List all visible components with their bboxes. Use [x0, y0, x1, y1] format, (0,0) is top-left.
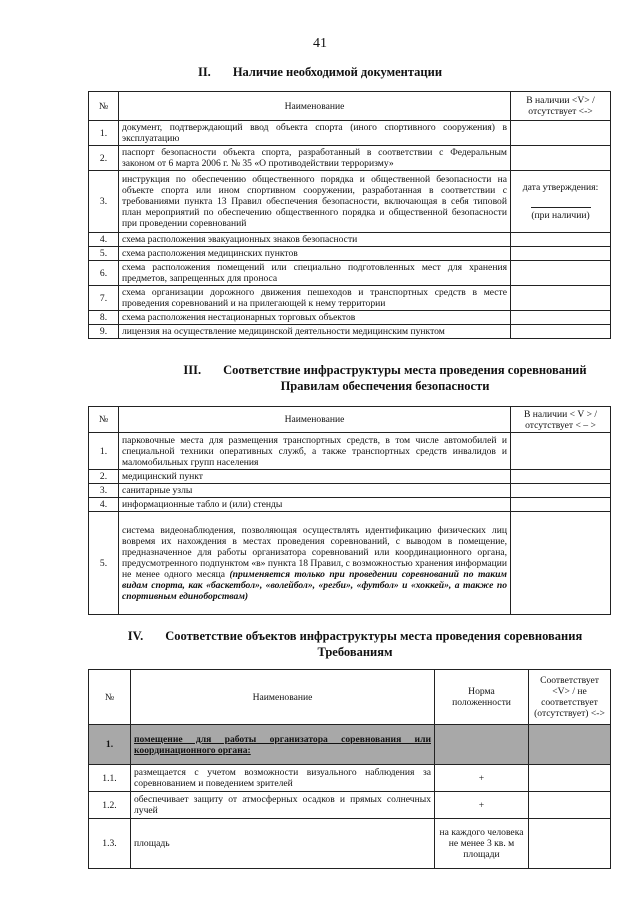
row-number: 6. — [89, 261, 119, 286]
section-2-heading — [0, 64, 640, 80]
row-number: 5. — [89, 247, 119, 261]
row-name-text: система видеонаблюдения, позволяющая осуществлять идентификацию физических лиц вовремя их нахождения в местах проведения соревнований, с выводом в помещение, предназначенное для работы организатора соревнований или координационного органа, предусмотренного подпунктом «в» пункта 18 Правил, с возможностью хранения информации не менее одного месяца — [122, 524, 507, 580]
table-row — [89, 433, 611, 470]
documents-table — [88, 91, 611, 339]
availability-cell[interactable] — [511, 470, 611, 484]
section-2-title: Наличие необходимой документации — [232, 65, 443, 79]
row-number: 4. — [89, 498, 119, 512]
availability-cell[interactable] — [511, 484, 611, 498]
section-4-heading — [90, 628, 620, 660]
norm-cell: + — [435, 765, 529, 792]
row-number: 1. — [89, 121, 119, 146]
col-compliance-header: Соответствует <V> / не соответствует (отсутствует) <-> — [529, 670, 611, 725]
availability-cell[interactable] — [511, 261, 611, 286]
table-row — [89, 792, 611, 819]
row-number: 5. — [89, 512, 119, 615]
row-name: санитарные узлы — [119, 484, 511, 498]
availability-cell[interactable] — [511, 498, 611, 512]
col-name-header: Наименование — [119, 407, 511, 433]
approval-date-label: дата утверждения: — [522, 182, 599, 193]
norm-cell — [435, 725, 529, 765]
availability-cell[interactable] — [511, 311, 611, 325]
row-number: 8. — [89, 311, 119, 325]
col-name-header: Наименование — [119, 92, 511, 121]
col-norm-header: Норма положенности — [435, 670, 529, 725]
row-number: 7. — [89, 286, 119, 311]
availability-cell[interactable] — [511, 233, 611, 247]
row-number: 3. — [89, 171, 119, 233]
col-no-header: № — [89, 92, 119, 121]
col-name-header: Наименование — [131, 670, 435, 725]
row-number: 1.1. — [89, 765, 131, 792]
availability-cell[interactable] — [511, 171, 611, 233]
section-3-heading — [150, 362, 620, 394]
norm-cell: + — [435, 792, 529, 819]
availability-cell[interactable] — [511, 146, 611, 171]
section-4-title-line2: Требованиям — [317, 645, 393, 659]
row-number: 1.2. — [89, 792, 131, 819]
row-note: (применяется только при проведении соревнований по таким видам спорта, как «баскетбол», «волейбол», «регби», «футбол» и «хоккей», а также по спортивным единоборствам) — [122, 568, 507, 602]
row-number: 1.3. — [89, 819, 131, 869]
row-name: схема организации дорожного движения пешеходов и транспортных средств в месте проведения соревнований и на прилегающей к нему территории — [119, 286, 511, 311]
row-number: 1. — [89, 725, 131, 765]
table-row — [89, 286, 611, 311]
table-header-row — [89, 92, 611, 121]
row-name: помещение для работы организатора соревнования или координационного органа: — [131, 725, 435, 765]
row-name: схема расположения помещений или специально подготовленных мест для хранения предметов, запрещенных для проноса — [119, 261, 511, 286]
table-header-row — [89, 407, 611, 433]
infrastructure-table — [88, 406, 611, 615]
availability-cell[interactable] — [511, 512, 611, 615]
table-row — [89, 171, 611, 233]
row-name — [119, 512, 511, 615]
row-number: 9. — [89, 325, 119, 339]
row-name: медицинский пункт — [119, 470, 511, 484]
compliance-cell[interactable] — [529, 792, 611, 819]
table-row — [89, 498, 611, 512]
row-name: документ, подтверждающий ввод объекта спорта (иного спортивного сооружения) в эксплуатацию — [119, 121, 511, 146]
section-3-title-line2: Правилам обеспечения безопасности — [280, 379, 490, 393]
col-no-header: № — [89, 670, 131, 725]
norm-cell: на каждого человека не менее 3 кв. м площади — [435, 819, 529, 869]
row-number: 2. — [89, 470, 119, 484]
row-name: обеспечивает защиту от атмосферных осадков и прямых солнечных лучей — [131, 792, 435, 819]
row-name: паспорт безопасности объекта спорта, разработанный в соответствии с Федеральным законом от 6 марта 2006 г. № 35 «О противодействии терроризму» — [119, 146, 511, 171]
availability-cell[interactable] — [511, 121, 611, 146]
row-name: схема расположения медицинских пунктов — [119, 247, 511, 261]
row-name: размещается с учетом возможности визуального наблюдения за соревнованием и поведением зрителей — [131, 765, 435, 792]
table-row — [89, 233, 611, 247]
availability-cell[interactable] — [511, 433, 611, 470]
table-row — [89, 311, 611, 325]
compliance-cell[interactable] — [529, 819, 611, 869]
col-availability-header: В наличии <V> / отсутствует <-> — [511, 92, 611, 121]
section-4-roman: IV. — [127, 629, 144, 643]
row-name: лицензия на осуществление медицинской деятельности медицинским пунктом — [119, 325, 511, 339]
row-name: схема расположения эвакуационных знаков безопасности — [119, 233, 511, 247]
section-2-roman: II. — [197, 65, 211, 79]
compliance-cell[interactable] — [529, 765, 611, 792]
row-name: инструкция по обеспечению общественного порядка и общественной безопасности на объекте спорта или ином спортивном сооружении, разработанная в соответствии с требованиями пункта 13 Правил обеспечения безопасности, включающая в себя типовой план мероприятий по обеспечению общественного порядка и общественной безопасности при проведении соревнований — [119, 171, 511, 233]
row-number: 4. — [89, 233, 119, 247]
availability-cell[interactable] — [511, 247, 611, 261]
table-row — [89, 819, 611, 869]
compliance-cell[interactable] — [529, 725, 611, 765]
table-row — [89, 512, 611, 615]
table-row-shaded — [89, 725, 611, 765]
availability-cell[interactable] — [511, 286, 611, 311]
compliance-table — [88, 669, 611, 869]
table-row — [89, 484, 611, 498]
row-name: схема расположения нестационарных торговых объектов — [119, 311, 511, 325]
table-row — [89, 261, 611, 286]
row-name: информационные табло и (или) стенды — [119, 498, 511, 512]
col-no-header: № — [89, 407, 119, 433]
table-row — [89, 146, 611, 171]
table-row — [89, 121, 611, 146]
row-number: 1. — [89, 433, 119, 470]
row-name: парковочные места для размещения транспортных средств, в том числе автомобилей и специальной техники оперативных служб, а также транспортных средств инвалидов и маломобильных групп населения — [119, 433, 511, 470]
section-4-title-line1: Соответствие объектов инфраструктуры места проведения соревнования — [165, 629, 583, 643]
section-3-roman: III. — [183, 363, 202, 377]
row-number: 2. — [89, 146, 119, 171]
section-3-title-line1: Соответствие инфраструктуры места проведения соревнований — [223, 363, 587, 377]
row-number: 3. — [89, 484, 119, 498]
col-availability-header: В наличии < V > / отсутствует < – > — [511, 407, 611, 433]
table-row — [89, 247, 611, 261]
table-row — [89, 765, 611, 792]
row-name: площадь — [131, 819, 435, 869]
table-row — [89, 470, 611, 484]
if-available-note: (при наличии) — [531, 210, 590, 221]
table-header-row — [89, 670, 611, 725]
table-row — [89, 325, 611, 339]
availability-cell[interactable] — [511, 325, 611, 339]
page-number: 41 — [313, 36, 327, 51]
approval-date-line — [531, 207, 591, 208]
